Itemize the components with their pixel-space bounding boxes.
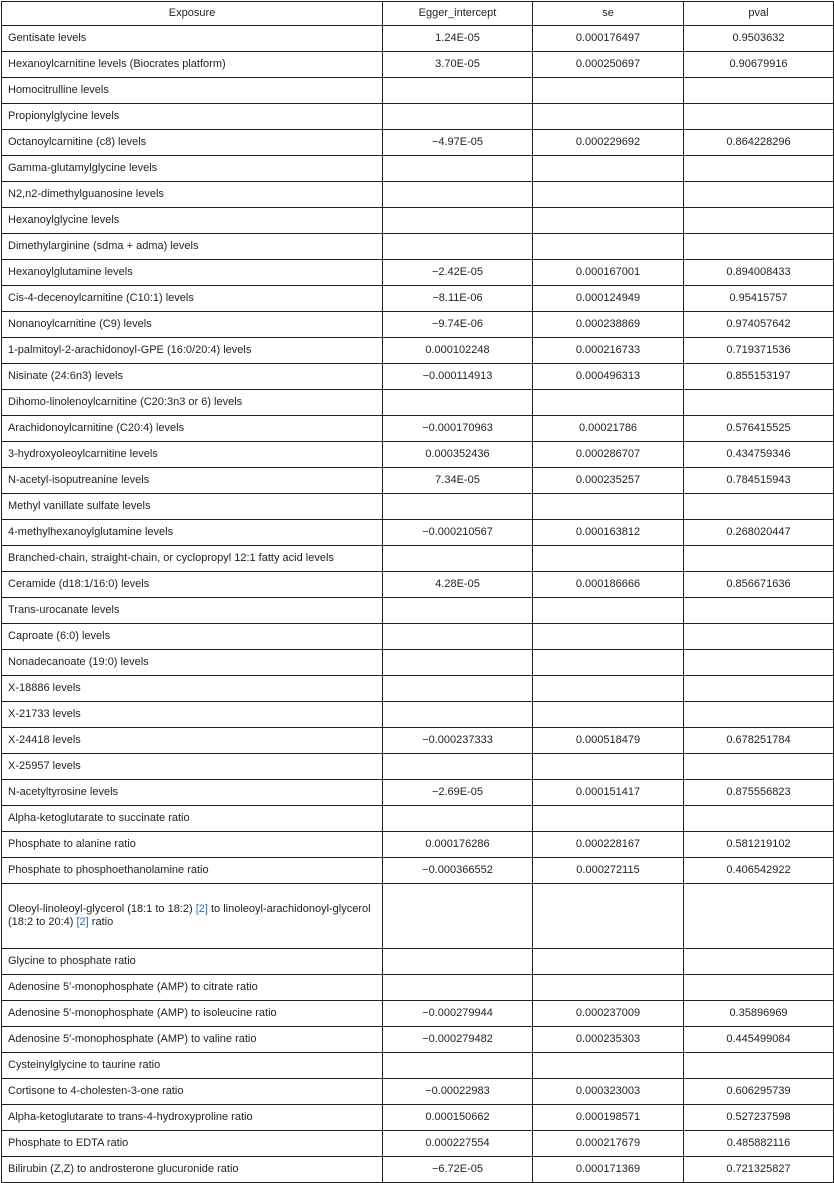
egger-intercept-cell [383, 494, 533, 520]
table-row [2, 156, 834, 182]
exposure-cell: Adenosine 5′-monophosphate (AMP) to valine ratio [2, 1027, 383, 1053]
egger-intercept-cell: −0.000114913 [383, 364, 533, 390]
exposure-cell: Branched-chain, straight-chain, or cyclopropyl 12:1 fatty acid levels [2, 546, 383, 572]
table-row [2, 546, 834, 572]
egger-intercept-cell: −0.00022983 [383, 1079, 533, 1105]
exposure-cell: Adenosine 5′-monophosphate (AMP) to isoleucine ratio [2, 1001, 383, 1027]
pval-cell [684, 390, 834, 416]
exposure-cell: Alpha-ketoglutarate to succinate ratio [2, 806, 383, 832]
exposure-cell: 1-palmitoyl-2-arachidonoyl-GPE (16:0/20:4) levels [2, 338, 383, 364]
table-row [2, 520, 834, 546]
exposure-cell: Phosphate to alanine ratio [2, 832, 383, 858]
pval-cell [684, 806, 834, 832]
exposure-cell: Dihomo-linolenoylcarnitine (C20:3n3 or 6) levels [2, 390, 383, 416]
egger-intercept-cell: −2.42E-05 [383, 260, 533, 286]
egger-intercept-cell [383, 234, 533, 260]
table-row [2, 130, 834, 156]
table-row [2, 208, 834, 234]
pval-cell [684, 494, 834, 520]
pval-cell: 0.90679916 [684, 52, 834, 78]
egger-intercept-cell [383, 754, 533, 780]
table-row [2, 884, 834, 949]
egger-intercept-cell [383, 806, 533, 832]
se-cell [533, 975, 684, 1001]
se-cell: 0.000217679 [533, 1131, 684, 1157]
egger-intercept-cell: 3.70E-05 [383, 52, 533, 78]
pval-cell: 0.445499084 [684, 1027, 834, 1053]
reference-link[interactable]: [2] [76, 916, 89, 928]
pval-cell [684, 104, 834, 130]
exposure-text: (18:2 to 20:4) [8, 916, 77, 928]
se-cell [533, 676, 684, 702]
se-cell: 0.000229692 [533, 130, 684, 156]
pval-cell [684, 949, 834, 975]
egger-intercept-cell [383, 208, 533, 234]
pval-cell: 0.974057642 [684, 312, 834, 338]
exposure-cell: Adenosine 5′-monophosphate (AMP) to citrate ratio [2, 975, 383, 1001]
table-row [2, 572, 834, 598]
pval-cell [684, 702, 834, 728]
table-row [2, 52, 834, 78]
se-cell [533, 78, 684, 104]
egger-intercept-cell: 0.000102248 [383, 338, 533, 364]
se-cell [533, 390, 684, 416]
pval-cell: 0.406542922 [684, 858, 834, 884]
pval-cell: 0.581219102 [684, 832, 834, 858]
egger-intercept-cell: 0.000150662 [383, 1105, 533, 1131]
egger-intercept-cell [383, 156, 533, 182]
egger-intercept-cell: 0.000352436 [383, 442, 533, 468]
exposure-cell: N-acetyltyrosine levels [2, 780, 383, 806]
se-cell: 0.000151417 [533, 780, 684, 806]
table-row [2, 104, 834, 130]
egger-intercept-cell: 0.000227554 [383, 1131, 533, 1157]
table-row [2, 1027, 834, 1053]
table-row [2, 975, 834, 1001]
se-cell: 0.000176497 [533, 26, 684, 52]
exposure-cell: Alpha-ketoglutarate to trans-4-hydroxyproline ratio [2, 1105, 383, 1131]
pval-cell [684, 1053, 834, 1079]
exposure-cell: Octanoylcarnitine (c8) levels [2, 130, 383, 156]
se-cell: 0.000272115 [533, 858, 684, 884]
se-cell [533, 104, 684, 130]
egger-intercept-cell [383, 624, 533, 650]
table-row [2, 1079, 834, 1105]
egger-intercept-cell [383, 676, 533, 702]
egger-intercept-cell: −0.000170963 [383, 416, 533, 442]
egger-intercept-cell [383, 949, 533, 975]
egger-intercept-cell [383, 78, 533, 104]
egger-intercept-cell: −9.74E-06 [383, 312, 533, 338]
table-row [2, 806, 834, 832]
table-row [2, 754, 834, 780]
se-cell: 0.000238869 [533, 312, 684, 338]
exposure-cell: Ceramide (d18:1/16:0) levels [2, 572, 383, 598]
egger-intercept-cell [383, 1053, 533, 1079]
pval-cell [684, 676, 834, 702]
pval-cell: 0.856671636 [684, 572, 834, 598]
pval-cell: 0.95415757 [684, 286, 834, 312]
pval-cell: 0.576415525 [684, 416, 834, 442]
se-cell: 0.000286707 [533, 442, 684, 468]
table-row [2, 390, 834, 416]
se-cell: 0.000124949 [533, 286, 684, 312]
exposure-cell: 4-methylhexanoylglutamine levels [2, 520, 383, 546]
table-row [2, 442, 834, 468]
table-row [2, 494, 834, 520]
se-cell: 0.000228167 [533, 832, 684, 858]
exposure-cell: X-21733 levels [2, 702, 383, 728]
egger-intercept-cell [383, 598, 533, 624]
exposure-cell: Cis-4-decenoylcarnitine (C10:1) levels [2, 286, 383, 312]
se-cell [533, 1053, 684, 1079]
egger-intercept-cell: 4.28E-05 [383, 572, 533, 598]
exposure-cell: Nisinate (24:6n3) levels [2, 364, 383, 390]
se-cell [533, 234, 684, 260]
exposure-cell: 3-hydroxyoleoylcarnitine levels [2, 442, 383, 468]
egger-intercept-cell: −0.000366552 [383, 858, 533, 884]
table-row [2, 780, 834, 806]
pval-cell: 0.719371536 [684, 338, 834, 364]
se-cell [533, 624, 684, 650]
exposure-cell: Caproate (6:0) levels [2, 624, 383, 650]
se-cell [533, 208, 684, 234]
egger-intercept-cell [383, 650, 533, 676]
table-row [2, 1131, 834, 1157]
se-cell [533, 754, 684, 780]
egger-intercept-cell: −0.000279944 [383, 1001, 533, 1027]
table-row [2, 728, 834, 754]
exposure-cell: Nonanoylcarnitine (C9) levels [2, 312, 383, 338]
exposure-cell: Cortisone to 4-cholesten-3-one ratio [2, 1079, 383, 1105]
egger-intercept-cell: −6.72E-05 [383, 1157, 533, 1183]
se-cell: 0.000198571 [533, 1105, 684, 1131]
egger-intercept-cell: −0.000279482 [383, 1027, 533, 1053]
header-se: se [533, 2, 684, 26]
exposure-cell: Cysteinylglycine to taurine ratio [2, 1053, 383, 1079]
egger-intercept-cell: 7.34E-05 [383, 468, 533, 494]
exposure-cell: Propionylglycine levels [2, 104, 383, 130]
pval-cell: 0.864228296 [684, 130, 834, 156]
pval-cell [684, 208, 834, 234]
egger-intercept-cell [383, 884, 533, 949]
table-row [2, 676, 834, 702]
reference-link[interactable]: [2] [195, 903, 208, 915]
egger-intercept-table [1, 1, 834, 1183]
egger-intercept-cell [383, 546, 533, 572]
table-row [2, 182, 834, 208]
exposure-cell: Gamma-glutamylglycine levels [2, 156, 383, 182]
exposure-text: Oleoyl-linoleoyl-glycerol (18:1 to 18:2) [8, 903, 196, 915]
se-cell [533, 702, 684, 728]
egger-intercept-cell: 0.000176286 [383, 832, 533, 858]
egger-intercept-cell: −0.000237333 [383, 728, 533, 754]
egger-intercept-cell [383, 975, 533, 1001]
egger-intercept-cell: 1.24E-05 [383, 26, 533, 52]
table-row [2, 1105, 834, 1131]
table-row [2, 949, 834, 975]
header-exposure: Exposure [2, 2, 383, 26]
se-cell [533, 546, 684, 572]
se-cell: 0.000171369 [533, 1157, 684, 1183]
se-cell: 0.000496313 [533, 364, 684, 390]
egger-intercept-cell [383, 390, 533, 416]
pval-cell: 0.268020447 [684, 520, 834, 546]
pval-cell [684, 754, 834, 780]
table-header-row [2, 2, 834, 26]
se-cell: 0.000163812 [533, 520, 684, 546]
exposure-cell: Homocitrulline levels [2, 78, 383, 104]
pval-cell: 0.485882116 [684, 1131, 834, 1157]
table-row [2, 832, 834, 858]
pval-cell: 0.434759346 [684, 442, 834, 468]
exposure-cell: Methyl vanillate sulfate levels [2, 494, 383, 520]
exposure-cell: X-18886 levels [2, 676, 383, 702]
pval-cell: 0.784515943 [684, 468, 834, 494]
se-cell [533, 650, 684, 676]
pval-cell [684, 884, 834, 949]
se-cell: 0.000186666 [533, 572, 684, 598]
se-cell [533, 598, 684, 624]
header-pval: pval [684, 2, 834, 26]
header-egger-intercept: Egger_intercept [383, 2, 533, 26]
se-cell: 0.000323003 [533, 1079, 684, 1105]
se-cell: 0.000250697 [533, 52, 684, 78]
table-body [2, 26, 834, 1183]
pval-cell: 0.606295739 [684, 1079, 834, 1105]
table-row [2, 702, 834, 728]
se-cell [533, 884, 684, 949]
pval-cell: 0.855153197 [684, 364, 834, 390]
exposure-cell: Hexanoylglutamine levels [2, 260, 383, 286]
pval-cell [684, 156, 834, 182]
se-cell [533, 156, 684, 182]
exposure-cell: Hexanoylglycine levels [2, 208, 383, 234]
se-cell [533, 949, 684, 975]
exposure-cell [2, 884, 383, 949]
egger-intercept-cell: −2.69E-05 [383, 780, 533, 806]
table-row [2, 598, 834, 624]
table-row [2, 78, 834, 104]
egger-intercept-cell: −4.97E-05 [383, 130, 533, 156]
exposure-cell: Dimethylarginine (sdma + adma) levels [2, 234, 383, 260]
exposure-cell: X-24418 levels [2, 728, 383, 754]
se-cell: 0.000235257 [533, 468, 684, 494]
pval-cell [684, 598, 834, 624]
exposure-cell: N2,n2-dimethylguanosine levels [2, 182, 383, 208]
se-cell [533, 494, 684, 520]
pval-cell [684, 975, 834, 1001]
exposure-cell: Bilirubin (Z,Z) to androsterone glucuronide ratio [2, 1157, 383, 1183]
egger-intercept-cell: −8.11E-06 [383, 286, 533, 312]
exposure-cell: Nonadecanoate (19:0) levels [2, 650, 383, 676]
pval-cell: 0.35896969 [684, 1001, 834, 1027]
table-row [2, 416, 834, 442]
table-row [2, 338, 834, 364]
table-row [2, 234, 834, 260]
exposure-cell: Phosphate to EDTA ratio [2, 1131, 383, 1157]
se-cell [533, 806, 684, 832]
pval-cell [684, 624, 834, 650]
table-row [2, 650, 834, 676]
exposure-cell: Hexanoylcarnitine levels (Biocrates platform) [2, 52, 383, 78]
table-row [2, 1001, 834, 1027]
exposure-cell: N-acetyl-isoputreanine levels [2, 468, 383, 494]
exposure-text: to linoleoyl-arachidonoyl-glycerol [207, 903, 371, 915]
exposure-cell: Phosphate to phosphoethanolamine ratio [2, 858, 383, 884]
egger-intercept-cell: −0.000210567 [383, 520, 533, 546]
pval-cell: 0.678251784 [684, 728, 834, 754]
pval-cell [684, 650, 834, 676]
exposure-cell: X-25957 levels [2, 754, 383, 780]
exposure-cell: Glycine to phosphate ratio [2, 949, 383, 975]
table-row [2, 364, 834, 390]
se-cell [533, 182, 684, 208]
pval-cell [684, 182, 834, 208]
table-row [2, 1053, 834, 1079]
table-row [2, 312, 834, 338]
pval-cell: 0.894008433 [684, 260, 834, 286]
egger-intercept-cell [383, 702, 533, 728]
table-row [2, 468, 834, 494]
exposure-cell: Trans-urocanate levels [2, 598, 383, 624]
pval-cell: 0.875556823 [684, 780, 834, 806]
egger-intercept-cell [383, 104, 533, 130]
pval-cell: 0.721325827 [684, 1157, 834, 1183]
table-row [2, 26, 834, 52]
se-cell: 0.000518479 [533, 728, 684, 754]
table-row [2, 624, 834, 650]
exposure-text: ratio [88, 916, 114, 928]
table-row [2, 286, 834, 312]
pval-cell [684, 546, 834, 572]
table-row [2, 260, 834, 286]
se-cell: 0.000235303 [533, 1027, 684, 1053]
pval-cell: 0.527237598 [684, 1105, 834, 1131]
se-cell: 0.000237009 [533, 1001, 684, 1027]
pval-cell: 0.9503632 [684, 26, 834, 52]
se-cell: 0.000167001 [533, 260, 684, 286]
exposure-cell: Arachidonoylcarnitine (C20:4) levels [2, 416, 383, 442]
exposure-cell: Gentisate levels [2, 26, 383, 52]
pval-cell [684, 234, 834, 260]
egger-intercept-cell [383, 182, 533, 208]
pval-cell [684, 78, 834, 104]
se-cell: 0.00021786 [533, 416, 684, 442]
se-cell: 0.000216733 [533, 338, 684, 364]
table-row [2, 858, 834, 884]
